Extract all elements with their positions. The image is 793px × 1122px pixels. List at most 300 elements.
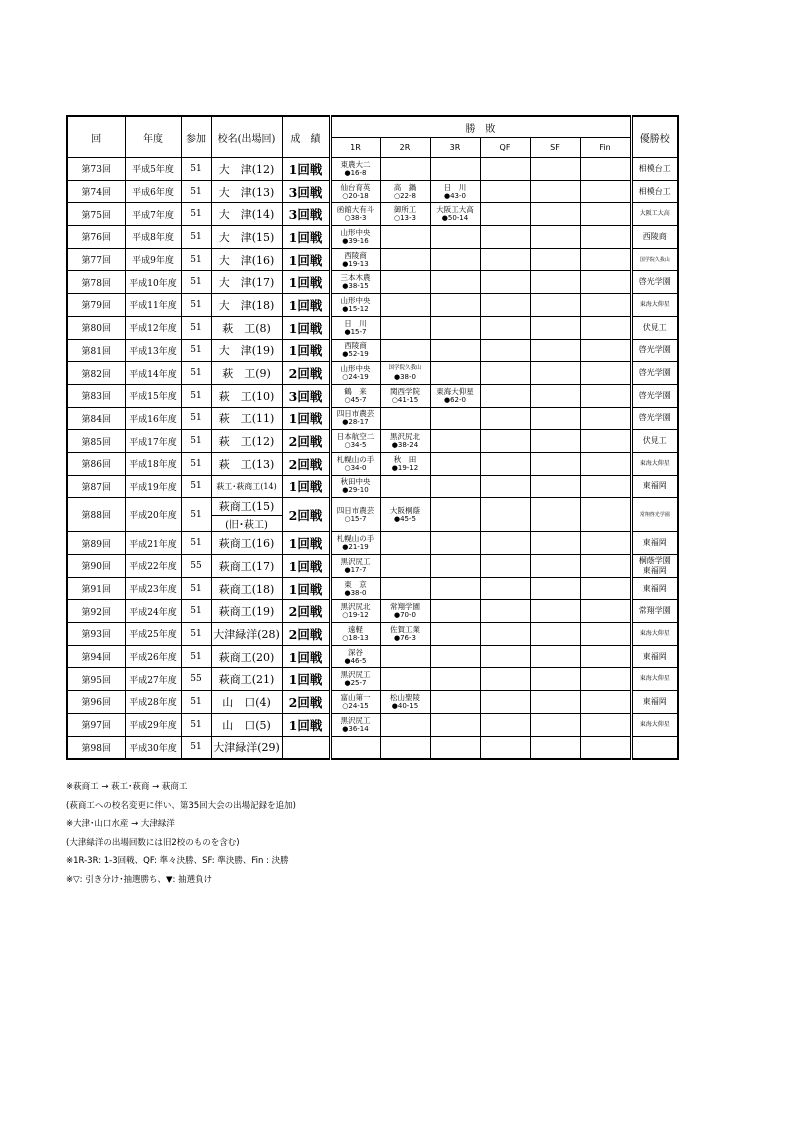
table-row [67, 362, 678, 385]
game-cell [430, 713, 480, 736]
game-cell [430, 600, 480, 623]
school-name: 大津緑洋(28) [213, 627, 280, 641]
game-cell [430, 339, 480, 362]
year-cell: 平成13年度 [125, 339, 181, 362]
game-cell [380, 645, 430, 668]
school-name: 萩 工(13) [218, 457, 275, 471]
table-row [67, 339, 678, 362]
participants-cell: 51 [181, 498, 211, 532]
winner-name: 東海大仰星 [639, 675, 670, 683]
game-cell [430, 316, 480, 339]
participants-cell: 51 [181, 248, 211, 271]
game-cell [530, 158, 580, 181]
winner-cell [631, 498, 678, 532]
game-cell [430, 407, 480, 430]
winner-cell [631, 475, 678, 498]
game-cell [530, 226, 580, 249]
participants-cell: 51 [181, 407, 211, 430]
winner-cell [631, 452, 678, 475]
winner-cell [631, 623, 678, 646]
school-name: 萩 工(8) [222, 321, 271, 335]
school-name: 萩商工(19) [218, 605, 275, 619]
game-cell [530, 180, 580, 203]
school-cell [211, 452, 282, 475]
winner-cell [631, 691, 678, 714]
header-round-qf: QF [480, 138, 530, 158]
game-cell [530, 532, 580, 555]
game-score: ○15-7 [344, 514, 367, 523]
year-cell: 平成21年度 [125, 532, 181, 555]
school-cell [211, 668, 282, 691]
game-cell [430, 226, 480, 249]
year-cell: 平成30年度 [125, 736, 181, 759]
game-cell [330, 384, 380, 407]
school-cell [211, 248, 282, 271]
game-cell [480, 452, 530, 475]
game-cell [580, 736, 631, 759]
game-cell [330, 645, 380, 668]
winner-name: 啓光学園 [638, 368, 671, 378]
game-cell [380, 691, 430, 714]
notes [66, 778, 666, 889]
game-cell [430, 294, 480, 317]
opponent-name: 常翔学園 [390, 602, 420, 612]
game-cell [480, 407, 530, 430]
school-name: 大 津(15) [218, 230, 275, 244]
game-cell [380, 384, 430, 407]
year-cell: 平成18年度 [125, 452, 181, 475]
game-cell [380, 226, 430, 249]
game-cell [480, 294, 530, 317]
school-cell [211, 339, 282, 362]
game-cell [480, 339, 530, 362]
edition-cell: 第77回 [67, 248, 125, 271]
table-row [67, 645, 678, 668]
game-cell [430, 180, 480, 203]
winner-cell [631, 226, 678, 249]
winner-name: 東福岡 [642, 538, 667, 548]
game-cell [530, 430, 580, 453]
header-shohai: 勝 敗 [330, 116, 631, 138]
game-cell [480, 668, 530, 691]
game-cell [430, 475, 480, 498]
result-cell: 1回戦 [282, 645, 330, 668]
game-cell [530, 407, 580, 430]
opponent-name: 高 鍋 [393, 182, 417, 192]
result-cell: 1回戦 [282, 294, 330, 317]
result-cell [282, 736, 330, 759]
header-winner: 優勝校 [631, 116, 678, 158]
game-cell [580, 384, 631, 407]
game-cell [530, 668, 580, 691]
game-cell [430, 623, 480, 646]
result-cell: 1回戦 [282, 226, 330, 249]
school-name: 大津緑洋(29) [213, 741, 280, 755]
result-cell: 1回戦 [282, 248, 330, 271]
game-score: ●46-5 [344, 656, 367, 665]
school-cell [211, 623, 282, 646]
winner-cell [631, 600, 678, 623]
edition-cell: 第95回 [67, 668, 125, 691]
game-score: ○22-8 [394, 191, 416, 200]
year-cell: 平成22年度 [125, 555, 181, 578]
result-cell: 2回戦 [282, 498, 330, 532]
table-row [67, 532, 678, 555]
result-cell: 1回戦 [282, 555, 330, 578]
game-cell [330, 271, 380, 294]
game-cell [580, 248, 631, 271]
game-cell [580, 203, 631, 226]
winner-name: 国学院久我山 [639, 256, 670, 263]
game-cell [580, 180, 631, 203]
result-cell: 1回戦 [282, 532, 330, 555]
edition-cell: 第92回 [67, 600, 125, 623]
participants-cell: 51 [181, 736, 211, 759]
game-cell [480, 498, 530, 532]
game-cell [480, 430, 530, 453]
table-row [67, 384, 678, 407]
opponent-name: 佐賀工業 [390, 624, 420, 634]
game-cell [380, 713, 430, 736]
game-cell [480, 316, 530, 339]
game-cell [430, 452, 480, 475]
game-cell [330, 600, 380, 623]
game-cell [530, 452, 580, 475]
game-score: ●28-17 [342, 418, 369, 427]
winner-cell [631, 555, 678, 578]
game-cell [480, 203, 530, 226]
year-cell: 平成29年度 [125, 713, 181, 736]
table-row [67, 248, 678, 271]
game-cell [580, 316, 631, 339]
game-cell [480, 384, 530, 407]
school-cell [211, 713, 282, 736]
game-cell [380, 248, 430, 271]
opponent-name: 遠軽 [348, 624, 363, 634]
participants-cell: 51 [181, 158, 211, 181]
opponent-name: 黒沢尻工 [340, 556, 371, 566]
game-cell [530, 316, 580, 339]
game-score: ●38-15 [342, 282, 369, 291]
winner-name: 常翔啓光学園 [639, 511, 670, 518]
winner-name: 相模台工 [638, 163, 671, 173]
note-line: (萩商工への校名変更に伴い、第35回大会の出場記録を追加) [66, 800, 296, 811]
game-cell [380, 623, 430, 646]
table-row [67, 623, 678, 646]
opponent-name: 秋 田 [393, 454, 417, 464]
school-name: 萩 工(11) [218, 412, 275, 426]
game-cell [480, 475, 530, 498]
winner-cell [631, 713, 678, 736]
year-cell: 平成7年度 [125, 203, 181, 226]
opponent-name: 三本木農 [340, 273, 371, 283]
winner-name: 西陵商 [642, 231, 667, 241]
game-score: ●45-5 [394, 514, 416, 523]
header-round-fin: Fin [580, 138, 631, 158]
edition-cell: 第89回 [67, 532, 125, 555]
year-cell: 平成6年度 [125, 180, 181, 203]
participants-cell: 55 [181, 555, 211, 578]
winner-name: 常翔学園 [638, 606, 671, 616]
year-cell: 平成26年度 [125, 645, 181, 668]
year-cell: 平成12年度 [125, 316, 181, 339]
table-row [67, 736, 678, 759]
opponent-name: 山形中央 [340, 227, 371, 237]
game-cell [330, 475, 380, 498]
game-cell [380, 158, 430, 181]
participants-cell: 51 [181, 384, 211, 407]
result-cell: 1回戦 [282, 158, 330, 181]
note-line: ※1R-3R: 1-3回戦、QF: 準々決勝、SF: 準決勝、Fin : 決勝 [66, 856, 289, 866]
opponent-name: 山形中央 [340, 364, 371, 374]
game-cell [380, 362, 430, 385]
game-cell [530, 555, 580, 578]
school-name: 萩工･萩商工(14) [216, 481, 277, 491]
edition-cell: 第88回 [67, 498, 125, 532]
table-row [67, 555, 678, 578]
participants-cell: 51 [181, 294, 211, 317]
game-cell [480, 577, 530, 600]
game-cell [530, 498, 580, 532]
winner-cell [631, 736, 678, 759]
participants-cell: 51 [181, 475, 211, 498]
edition-cell: 第87回 [67, 475, 125, 498]
school-cell [211, 736, 282, 759]
winner-cell [631, 339, 678, 362]
edition-cell: 第96回 [67, 691, 125, 714]
game-cell [530, 384, 580, 407]
year-cell: 平成19年度 [125, 475, 181, 498]
winner-name: 東福岡 [642, 481, 667, 491]
game-cell [380, 452, 430, 475]
note-line: ※▽: 引き分け･抽選勝ち、▼: 抽選負け [66, 874, 213, 885]
year-cell: 平成17年度 [125, 430, 181, 453]
edition-cell: 第94回 [67, 645, 125, 668]
game-cell [580, 532, 631, 555]
participants-cell: 51 [181, 577, 211, 600]
year-cell: 平成5年度 [125, 158, 181, 181]
school-cell [211, 532, 282, 555]
year-cell: 平成28年度 [125, 691, 181, 714]
game-cell [480, 226, 530, 249]
game-cell [580, 226, 631, 249]
result-cell: 2回戦 [282, 691, 330, 714]
game-cell [480, 623, 530, 646]
game-cell [330, 158, 380, 181]
winner-cell [631, 316, 678, 339]
winner-cell [631, 248, 678, 271]
game-cell [330, 203, 380, 226]
winner-cell [631, 532, 678, 555]
game-cell [580, 498, 631, 532]
game-cell [530, 577, 580, 600]
opponent-name: 東農大二 [340, 159, 371, 169]
result-cell: 3回戦 [282, 203, 330, 226]
results-table [66, 115, 679, 760]
game-score: ○13-3 [394, 214, 416, 223]
game-cell [530, 691, 580, 714]
year-cell: 平成24年度 [125, 600, 181, 623]
winner-name: 東海大仰星 [639, 720, 670, 728]
school-former-name: (旧･萩工) [212, 515, 282, 531]
school-name: 大 津(18) [218, 298, 275, 312]
game-cell [430, 555, 480, 578]
opponent-name: 黒沢尻北 [340, 602, 371, 612]
winner-name: 東福岡 [642, 696, 667, 706]
winner-name: 東海大仰星 [639, 300, 670, 308]
game-score: ●43-0 [444, 191, 466, 200]
school-name: 大 津(16) [218, 253, 275, 267]
result-cell: 2回戦 [282, 452, 330, 475]
game-cell [580, 645, 631, 668]
edition-cell: 第76回 [67, 226, 125, 249]
school-cell [211, 362, 282, 385]
school-cell [211, 645, 282, 668]
table-row [67, 691, 678, 714]
opponent-name: 深谷 [348, 647, 363, 657]
note-line: ※萩商工 → 萩工･萩商 → 萩商工 [66, 782, 188, 792]
game-cell [330, 362, 380, 385]
game-cell [580, 691, 631, 714]
game-score: ●76-3 [394, 633, 416, 642]
result-cell: 2回戦 [282, 362, 330, 385]
school-cell [211, 555, 282, 578]
game-cell [580, 452, 631, 475]
year-cell: 平成15年度 [125, 384, 181, 407]
winner-cell [631, 294, 678, 317]
game-cell [430, 271, 480, 294]
school-cell [211, 226, 282, 249]
participants-cell: 51 [181, 203, 211, 226]
game-cell [580, 407, 631, 430]
opponent-name: 山形中央 [340, 295, 371, 305]
game-cell [580, 158, 631, 181]
opponent-name: 四日市農芸 [336, 505, 375, 515]
game-cell [380, 532, 430, 555]
result-cell: 2回戦 [282, 623, 330, 646]
game-cell [530, 623, 580, 646]
edition-cell: 第93回 [67, 623, 125, 646]
game-cell [580, 430, 631, 453]
game-cell [330, 407, 380, 430]
game-cell [330, 532, 380, 555]
school-name: 萩 工(10) [218, 389, 275, 403]
year-cell: 平成20年度 [125, 498, 181, 532]
game-score: ●16-8 [344, 168, 367, 177]
school-name: 萩商工(16) [218, 537, 275, 551]
game-cell [480, 248, 530, 271]
winner-cell [631, 668, 678, 691]
game-cell [430, 668, 480, 691]
header-round-sf: SF [530, 138, 580, 158]
participants-cell: 51 [181, 532, 211, 555]
game-cell [530, 645, 580, 668]
edition-cell: 第79回 [67, 294, 125, 317]
game-cell [530, 339, 580, 362]
game-cell [530, 248, 580, 271]
school-name: 萩商工(17) [218, 559, 275, 573]
edition-cell: 第84回 [67, 407, 125, 430]
school-cell [211, 577, 282, 600]
winner-name: 相模台工 [638, 186, 671, 196]
edition-cell: 第74回 [67, 180, 125, 203]
game-cell [380, 271, 430, 294]
game-cell [580, 555, 631, 578]
opponent-name: 松山聖陵 [390, 692, 420, 702]
result-cell: 2回戦 [282, 430, 330, 453]
game-score: ○45-7 [344, 395, 367, 404]
table-row [67, 294, 678, 317]
year-cell: 平成10年度 [125, 271, 181, 294]
winner-name-2: 東福岡 [642, 565, 667, 575]
result-cell: 1回戦 [282, 271, 330, 294]
game-cell [480, 362, 530, 385]
game-score: ●38-0 [394, 373, 416, 382]
opponent-name: 鶴 来 [344, 386, 367, 396]
opponent-name: 函館大有斗 [336, 205, 375, 215]
game-cell [580, 294, 631, 317]
game-cell [580, 362, 631, 385]
game-cell [480, 532, 530, 555]
table-row [67, 577, 678, 600]
year-cell: 平成16年度 [125, 407, 181, 430]
game-cell [330, 294, 380, 317]
game-cell [430, 384, 480, 407]
results-body [67, 158, 678, 759]
winner-name: 東福岡 [642, 651, 667, 661]
game-score: ●38-0 [344, 588, 367, 597]
school-cell [211, 430, 282, 453]
winner-name: 大阪工大高 [639, 210, 670, 218]
game-score: ●19-12 [391, 463, 419, 472]
game-score: ●15-12 [342, 304, 369, 313]
opponent-name: 仙台育英 [340, 182, 371, 192]
game-cell [580, 668, 631, 691]
edition-cell: 第81回 [67, 339, 125, 362]
opponent-name: 大阪工大高 [436, 205, 474, 215]
opponent-name: 四日市農芸 [336, 409, 375, 419]
winner-cell [631, 384, 678, 407]
winner-name: 桐蔭学園 [638, 555, 671, 565]
winner-cell [631, 645, 678, 668]
winner-cell [631, 430, 678, 453]
edition-cell: 第82回 [67, 362, 125, 385]
game-score: ●21-19 [342, 543, 369, 552]
school-cell [211, 294, 282, 317]
game-cell [330, 623, 380, 646]
winner-cell [631, 362, 678, 385]
game-cell [330, 339, 380, 362]
game-cell [330, 226, 380, 249]
opponent-name: 黒沢尻工 [340, 670, 371, 680]
header-round-2r: 2R [380, 138, 430, 158]
participants-cell: 51 [181, 226, 211, 249]
game-cell [580, 271, 631, 294]
school-cell [211, 407, 282, 430]
school-name: 萩商工(21) [218, 673, 275, 687]
game-cell [330, 577, 380, 600]
game-cell [480, 691, 530, 714]
game-cell [380, 668, 430, 691]
school-cell [211, 271, 282, 294]
result-cell: 1回戦 [282, 407, 330, 430]
game-cell [430, 691, 480, 714]
school-name: 萩商工(20) [218, 650, 275, 664]
game-cell [430, 203, 480, 226]
header-sanka: 参加 [181, 116, 211, 158]
header-school: 校名(出場回) [211, 116, 282, 158]
game-cell [580, 713, 631, 736]
